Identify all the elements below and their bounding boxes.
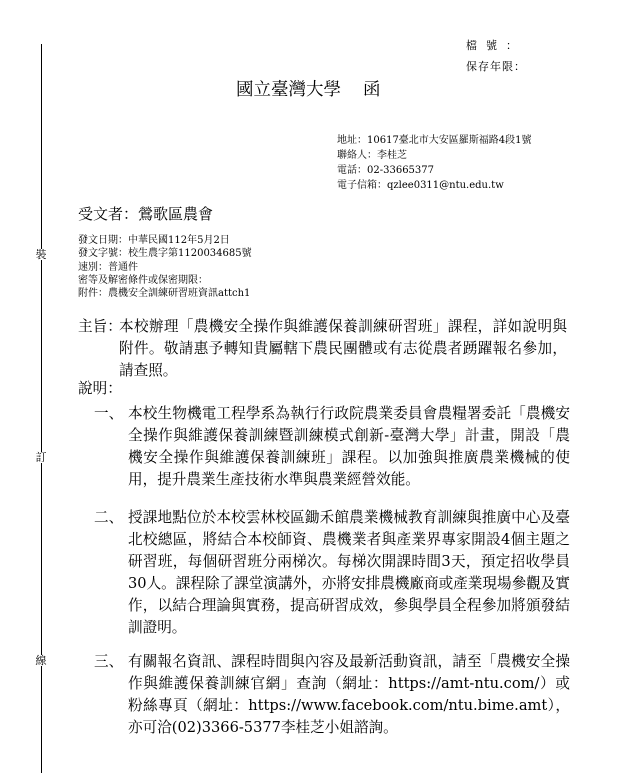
description-item-number: 二、 xyxy=(94,509,124,526)
phone: 電話：02-33665377 xyxy=(337,165,435,176)
contact-person: 聯絡人：李桂芝 xyxy=(337,150,407,161)
address: 地址：10617臺北市大安區羅斯福路4段1號 xyxy=(337,135,532,146)
description-item-text: 本校生物機電工程學系為執行行政院農業委員會農糧署委託「農機安全操作與維護保養訓練暨訓練模式創新-臺灣大學」計畫，開設「農機安全操作與維護保養訓練班」課程。以加強與推廣農業機械的使用，提升農業生產技術水準與農業經營效能。 xyxy=(128,405,570,488)
subject-label: 主旨： xyxy=(78,318,122,335)
binding-mark-3: 線 xyxy=(35,654,47,667)
delivery-speed: 速別：普通件 xyxy=(78,261,138,273)
email: 電子信箱：qzlee0311@ntu.edu.tw xyxy=(337,180,504,191)
binding-mark-2: 訂 xyxy=(35,451,47,464)
issue-date: 發文日期：中華民國112年5月2日 xyxy=(78,235,230,246)
file-number-label: 檔號： xyxy=(466,39,526,52)
document-number: 發文字號：校生農字第1120034685號 xyxy=(78,248,252,260)
document-info xyxy=(78,234,252,300)
binding-mark-1: 裝 xyxy=(35,248,47,261)
security-level: 密等及解密條件或保密期限： xyxy=(78,274,208,286)
description-label: 說明： xyxy=(78,380,122,397)
retention-period-label: 保存年限： xyxy=(466,60,526,73)
description-item-number: 三、 xyxy=(94,653,124,670)
document-type: 函 xyxy=(363,80,381,100)
contact-block xyxy=(337,133,532,193)
issuing-organization: 國立臺灣大學 xyxy=(236,80,341,100)
subject-text: 本校辦理「農機安全操作與維護保養訓練研習班」課程，詳如說明與附件。敬請惠予轉知貴屬轄下農民團體或有志從農者踴躍報名參加，請查照。 xyxy=(119,318,567,379)
recipient: 受文者：鶯歌區農會 xyxy=(78,205,214,223)
description-item-text: 有關報名資訊、課程時間與內容及最新活動資訊，請至「農機安全操作與維護保養訓練官網」查詢（網址：https://amt-ntu.com/）或粉絲專頁（網址：https://www.facebook.com/ntu.bime.amt），亦可洽(02)3366-5377李桂芝小姐諮詢。 xyxy=(128,653,570,736)
description-item-number: 一、 xyxy=(94,405,124,422)
description-item-text: 授課地點位於本校雲林校區鋤禾館農業機械教育訓練與推廣中心及臺北校總區，將結合本校師資、農機業者與產業界專家開設4個主題之研習班，每個研習班分兩梯次。每梯次開課時間3天，預定招收學員30人。課程除了課堂演講外，亦將安排農機廠商或產業現場參觀及實作，以結合理論與實務，提高研習成效，參與學員全程參加將頒發結訓證明。 xyxy=(128,509,570,636)
letter-title xyxy=(236,79,381,101)
attachment: 附件：農機安全訓練研習班資訊attch1 xyxy=(78,288,251,300)
